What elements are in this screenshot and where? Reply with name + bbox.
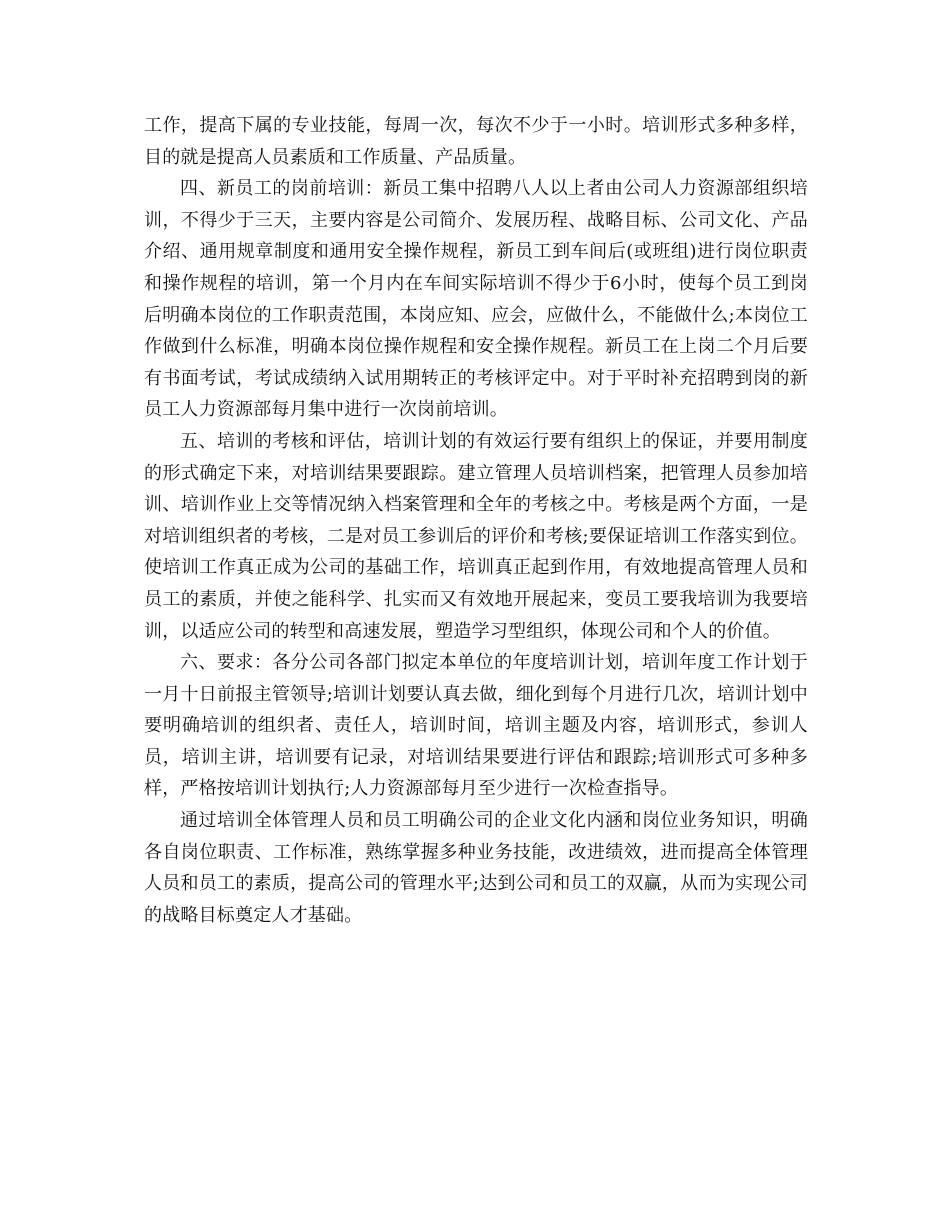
paragraph-new-employee-training: 四、新员工的岗前培训：新员工集中招聘八人以上者由公司人力资源部组织培训，不得少于三天，主要内容是公司简介、发展历程、战略目标、公司文化、产品介绍、通用规章制度和通用安全操作规程，新员工到车间后(或班组)进行岗位职责和操作规程的培训，第一个月内在车间实际培训不得少于6小时，使每个员工到岗后明确本岗位的工作职责范围，本岗应知、应会，应做什么，不能做什么;本岗位工作做到什么标准，明确本岗位操作规程和安全操作规程。新员工在上岗二个月后要有书面考试，考试成绩纳入试用期转正的考核评定中。对于平时补充招聘到岗的新员工人力资源部每月集中进行一次岗前培训。: [144, 178, 808, 421]
paragraph-requirements: 六、要求：各分公司各部门拟定本单位的年度培训计划，培训年度工作计划于一月十日前报主管领导;培训计划要认真去做，细化到每个月进行几次，培训计划中要明确培训的组织者、责任人，培训时间，培训主题及内容，培训形式，参训人员，培训主讲，培训要有记录，对培训结果要进行评估和跟踪;培训形式可多种多样，严格按培训计划执行;人力资源部每月至少进行一次检查指导。: [144, 652, 808, 800]
paragraph-continued: 工作，提高下属的专业技能，每周一次，每次不少于一小时。培训形式多种多样，目的就是提高人员素质和工作质量、产品质量。: [144, 115, 808, 168]
paragraph-training-assessment: 五、培训的考核和评估，培训计划的有效运行要有组织上的保证，并要用制度的形式确定下来，对培训结果要跟踪。建立管理人员培训档案，把管理人员参加培训、培训作业上交等情况纳入档案管理和全年的考核之中。考核是两个方面，一是对培训组织者的考核，二是对员工参训后的评价和考核;要保证培训工作落实到位。使培训工作真正成为公司的基础工作，培训真正起到作用，有效地提高管理人员和员工的素质，并使之能科学、扎实而又有效地开展起来，变员工要我培训为我要培训，以适应公司的转型和高速发展，塑造学习型组织，体现公司和个人的价值。: [144, 430, 808, 642]
paragraph-conclusion: 通过培训全体管理人员和员工明确公司的企业文化内涵和岗位业务知识，明确各自岗位职责、工作标准，熟练掌握多种业务技能，改进绩效，进而提高全体管理人员和员工的素质，提高公司的管理水平;达到公司和员工的双赢，从而为实现公司的战略目标奠定人才基础。: [144, 810, 808, 926]
document-page: [144, 110, 808, 931]
